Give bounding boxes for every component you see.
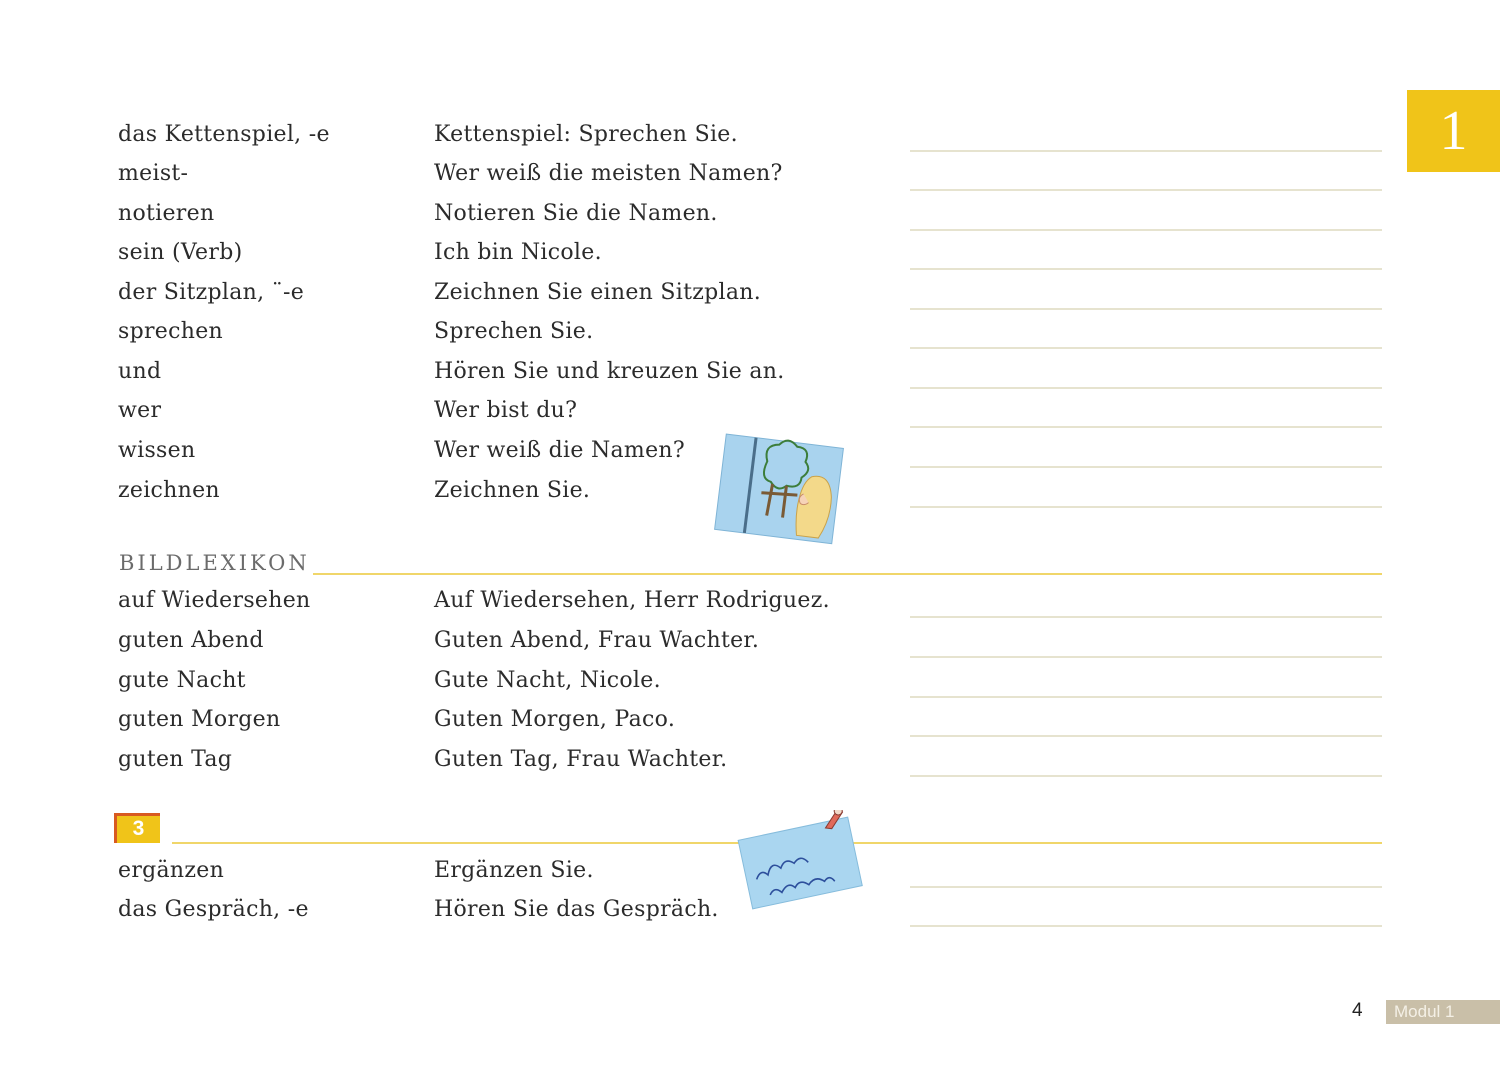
vocab-row — [0, 240, 1500, 280]
section-title-bildlexikon: BILDLEXIKON — [119, 551, 310, 575]
vocab-row — [0, 122, 1500, 162]
writing-line[interactable] — [910, 775, 1382, 777]
writing-line[interactable] — [910, 387, 1382, 389]
writing-line[interactable] — [910, 656, 1382, 658]
vocab-example: Wer weiß die Namen? — [434, 438, 685, 463]
vocab-word: das Kettenspiel, -e — [118, 122, 330, 147]
vocab-row — [0, 280, 1500, 320]
sketch-drawing-illustration — [714, 433, 846, 546]
writing-line[interactable] — [910, 466, 1382, 468]
writing-line[interactable] — [910, 506, 1382, 508]
vocab-example: Guten Tag, Frau Wachter. — [434, 747, 728, 772]
vocab-example: Ergänzen Sie. — [434, 858, 594, 883]
vocab-word: und — [118, 359, 162, 384]
vocab-word: ergänzen — [118, 858, 225, 883]
page-number: 4 — [1352, 1000, 1363, 1021]
vocab-example: Hören Sie das Gespräch. — [434, 897, 719, 922]
writing-line[interactable] — [910, 925, 1382, 927]
writing-line[interactable] — [910, 229, 1382, 231]
vocab-example: Gute Nacht, Nicole. — [434, 668, 661, 693]
vocab-row — [0, 747, 1500, 787]
vocab-example: Kettenspiel: Sprechen Sie. — [434, 122, 738, 147]
vocab-row — [0, 588, 1500, 628]
vocab-row — [0, 398, 1500, 438]
vocab-row — [0, 628, 1500, 668]
vocab-word: sein (Verb) — [118, 240, 243, 265]
vocab-row — [0, 707, 1500, 747]
vocab-word: guten Tag — [118, 747, 233, 772]
writing-line[interactable] — [910, 308, 1382, 310]
writing-line[interactable] — [910, 268, 1382, 270]
vocab-example: Ich bin Nicole. — [434, 240, 602, 265]
writing-line[interactable] — [910, 347, 1382, 349]
vocab-example: Hören Sie und kreuzen Sie an. — [434, 359, 785, 384]
vocab-row — [0, 161, 1500, 201]
note-card-illustration — [734, 810, 866, 914]
vocab-word: wissen — [118, 438, 196, 463]
module-label: Modul 1 — [1386, 1000, 1500, 1024]
vocab-example: Sprechen Sie. — [434, 319, 594, 344]
vocab-word: guten Abend — [118, 628, 264, 653]
vocab-example: Wer weiß die meisten Namen? — [434, 161, 783, 186]
vocab-word: auf Wiedersehen — [118, 588, 311, 613]
writing-line[interactable] — [910, 735, 1382, 737]
vocab-row — [0, 668, 1500, 708]
vocab-row — [0, 319, 1500, 359]
vocab-example: Notieren Sie die Namen. — [434, 201, 718, 226]
vocab-example: Zeichnen Sie. — [434, 478, 591, 503]
vocab-word: sprechen — [118, 319, 223, 344]
writing-line[interactable] — [910, 150, 1382, 152]
vocab-word: gute Nacht — [118, 668, 246, 693]
vocab-word: das Gespräch, -e — [118, 897, 309, 922]
writing-line[interactable] — [910, 189, 1382, 191]
writing-line[interactable] — [910, 886, 1382, 888]
writing-line[interactable] — [910, 696, 1382, 698]
vocab-word: wer — [118, 398, 162, 423]
section-number-badge: 3 — [114, 813, 160, 843]
vocab-word: meist- — [118, 161, 189, 186]
vocab-row — [0, 201, 1500, 241]
vocab-example: Wer bist du? — [434, 398, 578, 423]
vocab-example: Guten Abend, Frau Wachter. — [434, 628, 760, 653]
writing-line[interactable] — [910, 616, 1382, 618]
vocab-example: Auf Wiedersehen, Herr Rodriguez. — [434, 588, 830, 613]
vocab-example: Zeichnen Sie einen Sitzplan. — [434, 280, 762, 305]
vocab-word: der Sitzplan, ¨-e — [118, 280, 305, 305]
chapter-tab: 1 — [1407, 90, 1500, 172]
vocab-word: notieren — [118, 201, 215, 226]
vocab-row — [0, 359, 1500, 399]
vocab-word: guten Morgen — [118, 707, 281, 732]
section-rule — [313, 573, 1382, 575]
vocab-example: Guten Morgen, Paco. — [434, 707, 676, 732]
vocab-word: zeichnen — [118, 478, 220, 503]
writing-line[interactable] — [910, 426, 1382, 428]
